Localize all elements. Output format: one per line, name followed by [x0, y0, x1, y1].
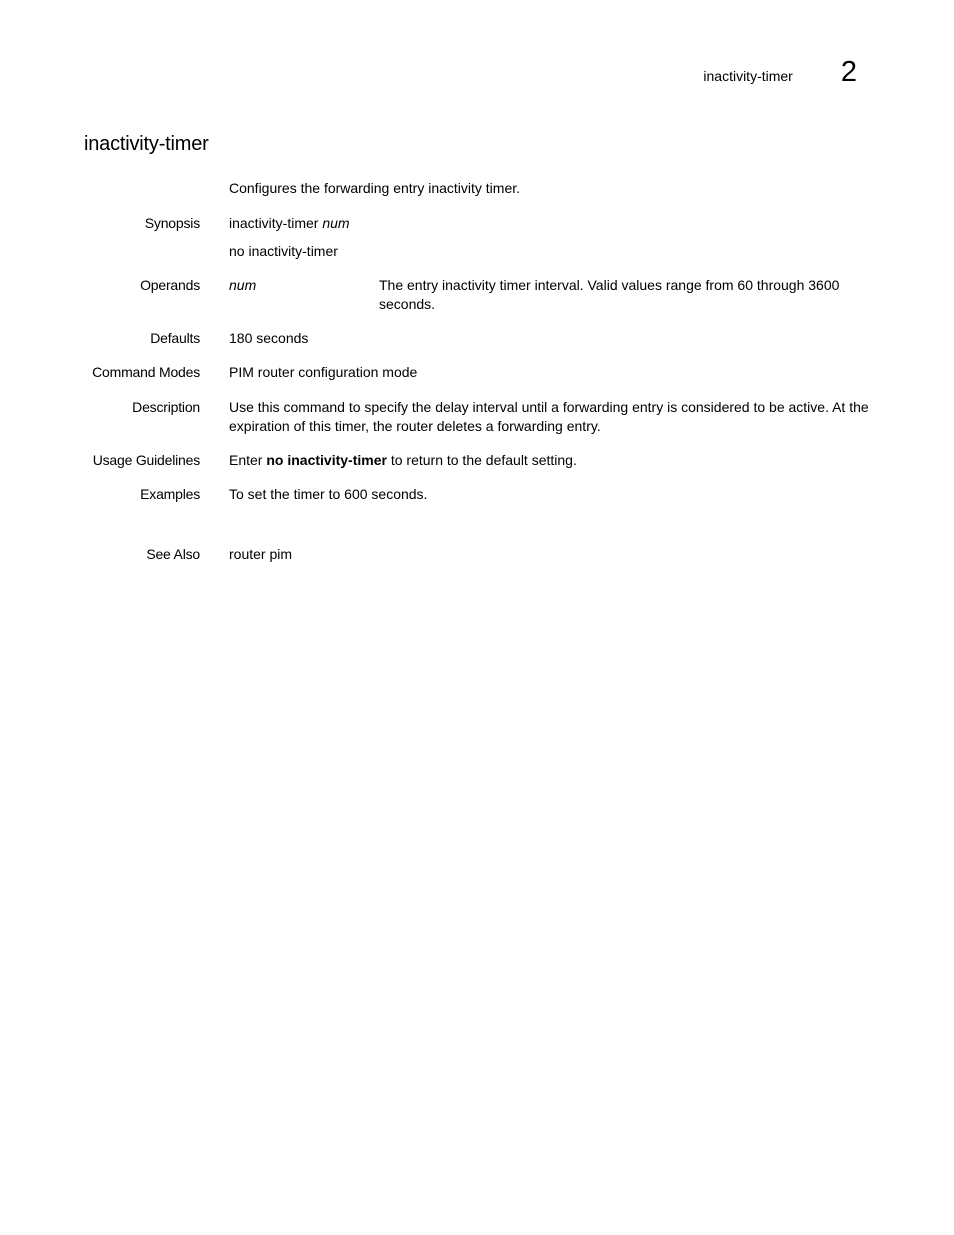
synopsis-line-1 — [229, 214, 869, 233]
defaults-value: 180 seconds — [229, 330, 309, 346]
operand-name: num — [229, 277, 257, 293]
synopsis-label: Synopsis — [144, 215, 200, 231]
usage-text — [229, 451, 869, 470]
operand-description: The entry inactivity timer interval. Valid values range from 60 through 3600 seconds. — [379, 277, 840, 312]
usage-post: to return to the default setting. — [386, 452, 577, 468]
description-label: Description — [132, 399, 200, 415]
page-header — [703, 56, 857, 89]
operands-label: Operands — [140, 277, 200, 293]
running-header-title: inactivity-timer — [703, 68, 793, 84]
synopsis-command: inactivity-timer — [229, 215, 319, 231]
synopsis-argument: num — [322, 215, 350, 231]
command-modes-value: PIM router configuration mode — [229, 364, 418, 380]
summary-text: Configures the forwarding entry inactivity timer. — [229, 180, 521, 196]
page-title: inactivity-timer — [84, 133, 209, 155]
usage-command: no inactivity-timer — [266, 452, 387, 468]
usage-label: Usage Guidelines — [92, 452, 200, 468]
examples-label: Examples — [140, 486, 200, 502]
see-also-label: See Also — [146, 546, 200, 562]
command-modes-label: Command Modes — [92, 364, 200, 380]
defaults-label: Defaults — [150, 330, 200, 346]
examples-text: To set the timer to 600 seconds. — [229, 486, 428, 502]
synopsis-line-2: no inactivity-timer — [229, 243, 338, 259]
chapter-number: 2 — [840, 56, 857, 88]
usage-pre: Enter — [229, 452, 267, 468]
description-text: Use this command to specify the delay interval until a forwarding entry is considered to be active. At the expiration of this timer, the router deletes a forwarding entry. — [229, 399, 869, 434]
see-also-link-router-pim[interactable]: router pim — [229, 546, 293, 562]
